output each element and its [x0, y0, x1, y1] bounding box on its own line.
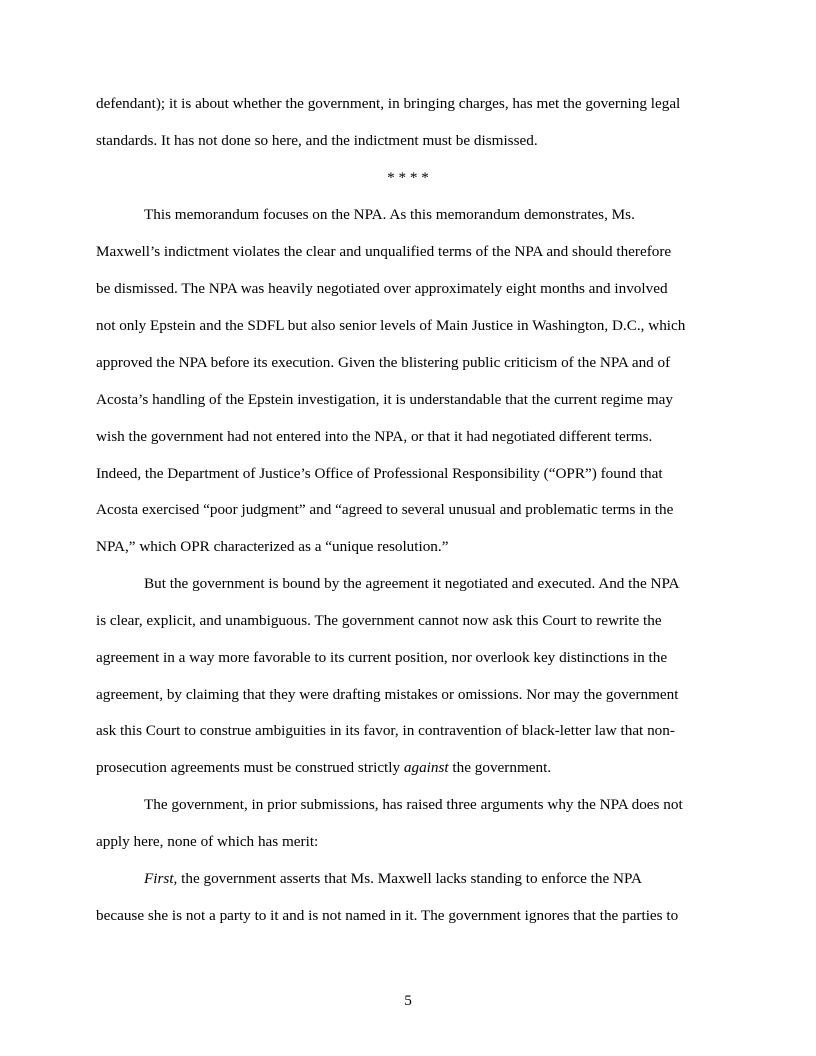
paragraph-first-line: This memorandum focuses on the NPA. As this memorandum demonstrates, Ms.: [144, 206, 635, 223]
body-line: is clear, explicit, and unambiguous. The government cannot now ask this Court to rewrite the: [96, 612, 662, 629]
paragraph-first-line: [144, 870, 720, 888]
body-line: Acosta’s handling of the Epstein investigation, it is understandable that the current regime may: [96, 391, 673, 408]
body-line: [96, 759, 720, 777]
body-line: apply here, none of which has merit:: [96, 833, 319, 850]
body-line: be dismissed. The NPA was heavily negotiated over approximately eight months and involved: [96, 280, 668, 297]
body-line: agreement in a way more favorable to its current position, nor overlook key distinctions in the: [96, 649, 668, 666]
section-separator: * * * *: [387, 169, 429, 186]
body-line: Indeed, the Department of Justice’s Office of Professional Responsibility (“OPR”) found that: [96, 465, 663, 482]
body-line: standards. It has not done so here, and the indictment must be dismissed.: [96, 132, 538, 149]
body-line: wish the government had not entered into the NPA, or that it had negotiated different terms.: [96, 428, 653, 445]
body-line: ask this Court to construe ambiguities in its favor, in contravention of black-letter law that non-: [96, 722, 675, 739]
body-line: approved the NPA before its execution. Given the blistering public criticism of the NPA and of: [96, 354, 671, 371]
text-run: the government.: [448, 759, 552, 776]
body-line: Maxwell’s indictment violates the clear and unqualified terms of the NPA and should therefore: [96, 243, 672, 260]
paragraph-first-line: But the government is bound by the agreement it negotiated and executed. And the NPA: [144, 575, 680, 592]
body-line: agreement, by claiming that they were drafting mistakes or omissions. Nor may the government: [96, 686, 679, 703]
text-run: prosecution agreements must be construed strictly: [96, 759, 404, 776]
paragraph-first-line: The government, in prior submissions, has raised three arguments why the NPA does not: [144, 796, 683, 813]
emphasis-text: against: [403, 759, 449, 776]
body-line: defendant); it is about whether the government, in bringing charges, has met the governing legal: [96, 95, 681, 112]
body-line: because she is not a party to it and is not named in it. The government ignores that the parties to: [96, 907, 679, 924]
text-run: the government asserts that Ms. Maxwell lacks standing to enforce the NPA: [177, 870, 643, 887]
body-line: Acosta exercised “poor judgment” and “agreed to several unusual and problematic terms in the: [96, 501, 674, 518]
page-number: 5: [404, 992, 412, 1009]
body-line: not only Epstein and the SDFL but also senior levels of Main Justice in Washington, D.C., which: [96, 317, 686, 334]
body-line: NPA,” which OPR characterized as a “unique resolution.”: [96, 538, 449, 555]
emphasis-text: First,: [144, 870, 178, 887]
